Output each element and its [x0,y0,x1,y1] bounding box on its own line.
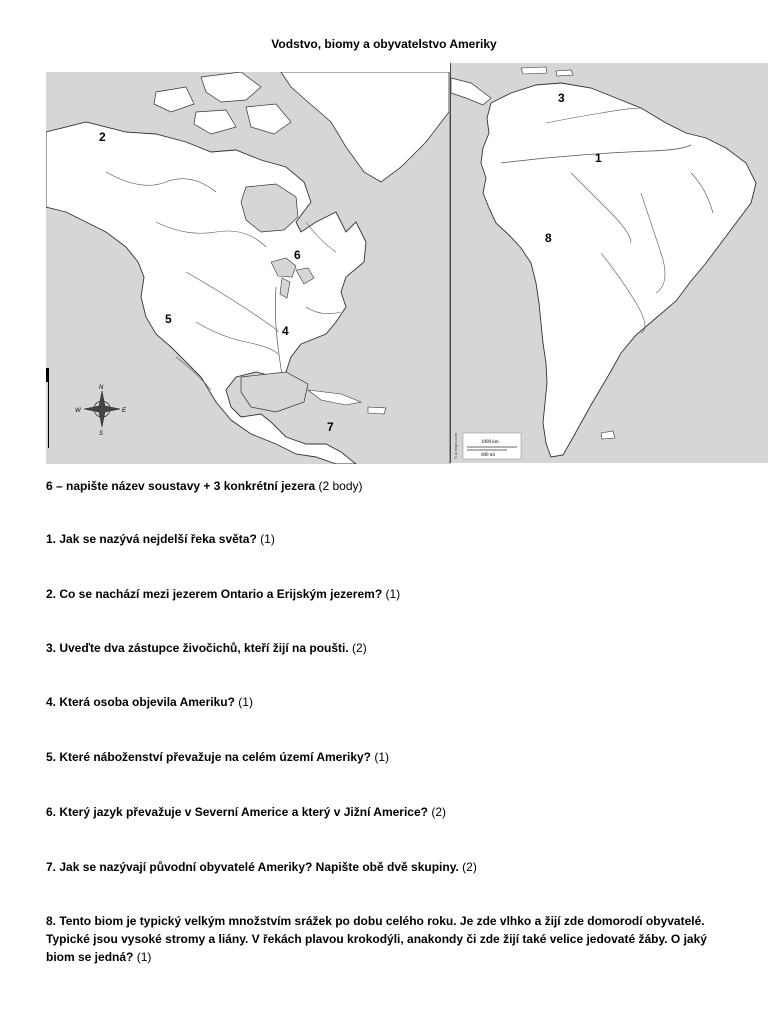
map-credit: © d-maps.com [453,432,458,459]
question-points: (1) [234,695,253,709]
map-label-1: 1 [595,151,602,165]
question-text: 2. Co se nachází mezi jezerem Ontario a Erijským jezerem? [46,587,383,601]
edge-marker-line [48,382,49,448]
worksheet-title: Vodstvo, biomy a obyvatelstvo Ameriky [271,37,497,51]
compass-e: E [122,408,127,414]
question-points: (1) [133,950,152,964]
question-text: 6. Který jazyk převažuje v Severní Americe a který v Jižní Americe? [46,805,428,819]
caribbean-island [368,407,386,414]
question-points: (2) [348,641,367,655]
map-label-7: 7 [327,420,334,434]
compass-rose-icon [75,385,127,437]
gulf-of-mexico [241,372,308,412]
map-label-4: 4 [282,324,289,338]
map-label-8: 8 [545,231,552,245]
question-text: 5. Které náboženství převažuje na celém území Ameriky? [46,750,372,764]
scale-km: 1000 km [481,440,499,445]
question-block [46,912,736,966]
arctic-island [246,104,291,134]
map-label-2: 2 [99,130,106,144]
question-block [46,530,726,548]
north-america-landmass [46,122,366,464]
question-points: (1) [256,532,275,546]
question-block [46,748,726,766]
north-america-map [46,72,450,464]
question-points: (1) [382,587,401,601]
compass-s: S [99,431,104,437]
map-label-6: 6 [294,248,301,262]
question-block [46,858,726,876]
greenland-landmass [281,72,449,182]
compass-n: N [99,385,104,391]
question-text: 4. Která osoba objevila Ameriku? [46,695,235,709]
south-america-map [450,63,768,463]
caribbean-island [556,70,573,76]
edge-marker [46,368,49,382]
central-america-landmass [451,78,491,105]
caribbean-island [521,67,547,74]
falkland-island [601,431,615,439]
question-points: (1) [371,750,390,764]
question-block [46,585,726,603]
question-block [46,639,726,657]
cuba-island [308,390,361,405]
scale-mi: 600 mi [481,453,496,458]
arctic-island [201,72,261,102]
question-block [46,693,726,711]
compass-w: W [75,408,81,414]
question-block [46,477,726,495]
question-points: (2) [427,805,446,819]
arctic-island [154,87,194,112]
question-block [46,803,726,821]
question-text: 3. Uveďte dva zástupce živočichů, kteří žijí na poušti. [46,641,349,655]
question-text: 8. Tento biom je typický velkým množstvím srážek po dobu celého roku. Je zde vlhko a žijí zde domorodí obyvatelé. Typické jsou vysoké stromy a liány. V řekách plavou krokodýli, anakondy či zde žijí také velice jedovaté žáby. O jaký biom se jedná? [46,914,707,964]
question-points: (2 body) [315,479,363,493]
map-label-3: 3 [558,91,565,105]
question-text: 7. Jak se nazývají původní obyvatelé Ameriky? Napište obě dvě skupiny. [46,860,459,874]
scale-bar [463,433,521,459]
south-america-landmass [481,83,756,457]
question-text: 1. Jak se nazývá nejdelší řeka světa? [46,532,257,546]
question-points: (2) [458,860,477,874]
arctic-island [194,110,236,134]
map-label-5: 5 [165,312,172,326]
question-text: 6 – napište název soustavy + 3 konkrétní jezera [46,479,316,493]
